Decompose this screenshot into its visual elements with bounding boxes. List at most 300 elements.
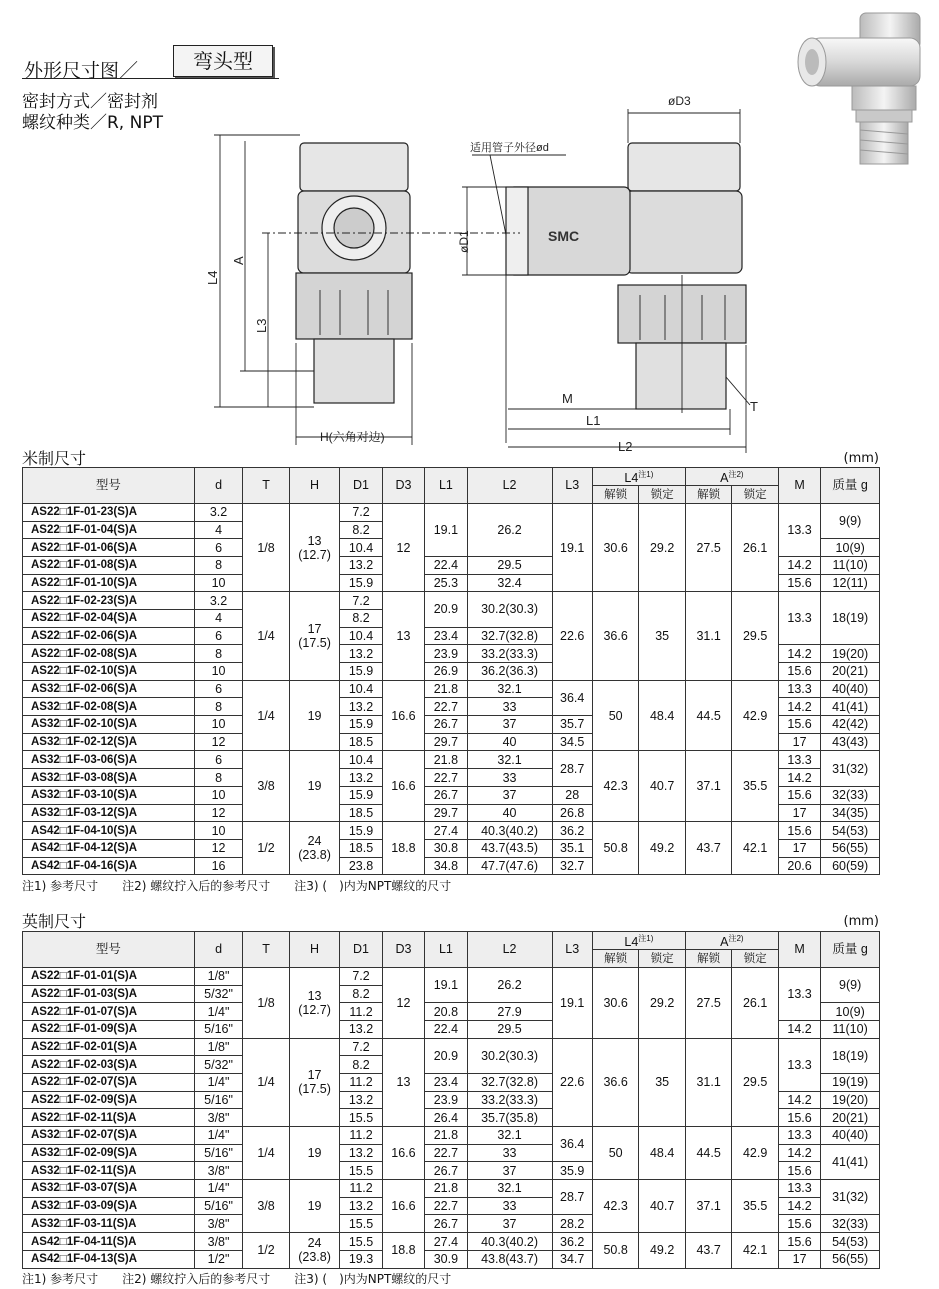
col-mass: 质量 g xyxy=(821,468,880,504)
value-cell: 15.5 xyxy=(340,1215,382,1233)
header-underline xyxy=(22,78,279,79)
model-cell: AS22□1F-01-10(S)A xyxy=(23,574,195,592)
value-cell: 37 xyxy=(467,1162,552,1180)
value-cell: 5/32" xyxy=(194,985,243,1003)
value-cell: 22.7 xyxy=(425,1197,467,1215)
value-cell: 18.5 xyxy=(340,839,382,857)
value-cell: 13.2 xyxy=(340,1144,382,1162)
label-m: M xyxy=(562,391,573,406)
value-cell: 35.5 xyxy=(732,751,778,822)
value-cell: 5/16" xyxy=(194,1144,243,1162)
value-cell: 12 xyxy=(194,804,243,822)
value-cell: 13 (12.7) xyxy=(289,503,340,591)
value-cell: 30.2(30.3) xyxy=(467,592,552,627)
table-row xyxy=(23,1180,880,1198)
value-cell: 26.8 xyxy=(552,804,592,822)
value-cell: 32.7(32.8) xyxy=(467,1073,552,1091)
value-cell: 33.2(33.3) xyxy=(467,645,552,663)
model-cell: AS22□1F-01-03(S)A xyxy=(23,985,195,1003)
value-cell: 1/4 xyxy=(243,680,289,751)
value-cell: 13.3 xyxy=(778,1180,820,1198)
col-l4-note: 注1) xyxy=(638,934,654,943)
seal-line-1: 密封方式／密封剂 xyxy=(22,92,158,112)
model-cell: AS32□1F-03-09(S)A xyxy=(23,1197,195,1215)
value-cell: 29.5 xyxy=(467,1020,552,1038)
model-cell: AS22□1F-02-01(S)A xyxy=(23,1038,195,1056)
value-cell: 35.1 xyxy=(552,839,592,857)
table-row xyxy=(23,967,880,985)
value-cell: 20.9 xyxy=(425,592,467,627)
value-cell: 32.4 xyxy=(467,574,552,592)
value-cell: 21.8 xyxy=(425,1127,467,1145)
value-cell: 22.7 xyxy=(425,1144,467,1162)
value-cell: 8 xyxy=(194,769,243,787)
value-cell: 20.9 xyxy=(425,1038,467,1073)
value-cell: 9(9) xyxy=(821,503,880,538)
value-cell: 1/4 xyxy=(243,1127,289,1180)
model-cell: AS22□1F-02-11(S)A xyxy=(23,1109,195,1127)
model-cell: AS32□1F-02-06(S)A xyxy=(23,680,195,698)
value-cell: 8 xyxy=(194,556,243,574)
value-cell: 17 (17.5) xyxy=(289,592,340,680)
value-cell: 16 xyxy=(194,857,243,875)
value-cell: 13.2 xyxy=(340,556,382,574)
value-cell: 15.6 xyxy=(778,1162,820,1180)
value-cell: 13.3 xyxy=(778,1038,820,1091)
value-cell: 16.6 xyxy=(382,1180,424,1233)
value-cell: 5/16" xyxy=(194,1091,243,1109)
model-cell: AS32□1F-02-10(S)A xyxy=(23,716,195,734)
value-cell: 13.3 xyxy=(778,967,820,1020)
value-cell: 32(33) xyxy=(821,786,880,804)
value-cell: 27.4 xyxy=(425,1233,467,1251)
value-cell: 19 xyxy=(289,680,340,751)
value-cell: 18.8 xyxy=(382,822,424,875)
value-cell: 40.3(40.2) xyxy=(467,1233,552,1251)
value-cell: 13.2 xyxy=(340,1020,382,1038)
value-cell: 40(40) xyxy=(821,680,880,698)
value-cell: 19 xyxy=(289,1127,340,1180)
col-a-label: A xyxy=(720,935,729,950)
value-cell: 18(19) xyxy=(821,1038,880,1073)
col-l3: L3 xyxy=(552,468,592,504)
value-cell: 1/2" xyxy=(194,1250,243,1268)
value-cell: 1/4" xyxy=(194,1003,243,1021)
value-cell: 10 xyxy=(194,574,243,592)
value-cell: 27.9 xyxy=(467,1003,552,1021)
metric-unit: (mm) xyxy=(843,451,879,466)
value-cell: 10.4 xyxy=(340,539,382,557)
label-l3: L3 xyxy=(254,318,269,333)
value-cell: 21.8 xyxy=(425,751,467,769)
value-cell: 26.4 xyxy=(425,1109,467,1127)
value-cell: 43.7 xyxy=(685,1233,731,1268)
model-cell: AS42□1F-04-11(S)A xyxy=(23,1233,195,1251)
value-cell: 10 xyxy=(194,663,243,681)
metric-title: 米制尺寸 xyxy=(22,449,87,468)
value-cell: 54(53) xyxy=(821,822,880,840)
value-cell: 48.4 xyxy=(639,680,685,751)
label-d1: øD1 xyxy=(457,230,471,253)
value-cell: 4 xyxy=(194,521,243,539)
col-l4-unlock: 解锁 xyxy=(592,950,638,968)
value-cell: 8 xyxy=(194,698,243,716)
value-cell: 6 xyxy=(194,680,243,698)
smc-logo: SMC xyxy=(548,228,580,244)
value-cell: 19 xyxy=(289,1180,340,1233)
value-cell: 13.2 xyxy=(340,1197,382,1215)
model-cell: AS22□1F-01-07(S)A xyxy=(23,1003,195,1021)
value-cell: 28.7 xyxy=(552,1180,592,1215)
value-cell: 26.7 xyxy=(425,1215,467,1233)
value-cell: 1/4" xyxy=(194,1180,243,1198)
col-l4-lock: 锁定 xyxy=(639,486,685,504)
value-cell: 1/8 xyxy=(243,503,289,591)
value-cell: 13 xyxy=(382,1038,424,1126)
value-cell: 19(19) xyxy=(821,1073,880,1091)
value-cell: 1/8 xyxy=(243,967,289,1038)
value-cell: 40(40) xyxy=(821,1127,880,1145)
value-cell: 13.2 xyxy=(340,769,382,787)
value-cell: 29.5 xyxy=(467,556,552,574)
value-cell: 14.2 xyxy=(778,769,820,787)
value-cell: 1/8" xyxy=(194,967,243,985)
model-cell: AS22□1F-02-08(S)A xyxy=(23,645,195,663)
value-cell: 54(53) xyxy=(821,1233,880,1251)
value-cell: 12(11) xyxy=(821,574,880,592)
value-cell: 13.3 xyxy=(778,751,820,769)
value-cell: 20.6 xyxy=(778,857,820,875)
value-cell: 26.1 xyxy=(732,967,778,1038)
table-row xyxy=(23,1038,880,1056)
col-d3: D3 xyxy=(382,468,424,504)
value-cell: 13.3 xyxy=(778,503,820,556)
value-cell: 42.1 xyxy=(732,1233,778,1268)
value-cell: 18.5 xyxy=(340,733,382,751)
value-cell: 33 xyxy=(467,769,552,787)
value-cell: 3/8 xyxy=(243,1180,289,1233)
value-cell: 10 xyxy=(194,716,243,734)
label-a: A xyxy=(231,256,246,265)
model-cell: AS22□1F-02-10(S)A xyxy=(23,663,195,681)
value-cell: 26.2 xyxy=(467,503,552,556)
inch-note: 注1) 参考尺寸 注2) 螺纹拧入后的参考尺寸 注3) ( )内为NPT螺纹的尺寸 xyxy=(22,1272,452,1286)
label-l2: L2 xyxy=(618,439,633,453)
value-cell: 33 xyxy=(467,1144,552,1162)
value-cell: 17 xyxy=(778,839,820,857)
value-cell: 44.5 xyxy=(685,1127,731,1180)
value-cell: 50 xyxy=(592,1127,638,1180)
value-cell: 17 xyxy=(778,1250,820,1268)
value-cell: 26.7 xyxy=(425,786,467,804)
label-tube: 适用管子外径ød xyxy=(470,142,549,154)
col-l1: L1 xyxy=(425,468,467,504)
value-cell: 36.2 xyxy=(552,1233,592,1251)
type-badge: 弯头型 xyxy=(173,45,273,77)
value-cell: 5/32" xyxy=(194,1056,243,1074)
value-cell: 10.4 xyxy=(340,751,382,769)
col-l4-unlock: 解锁 xyxy=(592,486,638,504)
model-cell: AS32□1F-03-10(S)A xyxy=(23,786,195,804)
value-cell: 13.3 xyxy=(778,680,820,698)
col-l4-label: L4 xyxy=(624,935,639,950)
value-cell: 19.1 xyxy=(425,967,467,1002)
col-a-label: A xyxy=(720,471,729,486)
value-cell: 31(32) xyxy=(821,751,880,786)
value-cell: 1/4" xyxy=(194,1073,243,1091)
value-cell: 40.7 xyxy=(639,1180,685,1233)
value-cell: 1/4 xyxy=(243,1038,289,1126)
value-cell: 24 (23.8) xyxy=(289,822,340,875)
value-cell: 32.1 xyxy=(467,680,552,698)
value-cell: 15.9 xyxy=(340,786,382,804)
value-cell: 12 xyxy=(194,733,243,751)
value-cell: 29.7 xyxy=(425,733,467,751)
label-l4: L4 xyxy=(205,270,220,285)
value-cell: 19 xyxy=(289,751,340,822)
model-cell: AS32□1F-03-06(S)A xyxy=(23,751,195,769)
value-cell: 16.6 xyxy=(382,680,424,751)
value-cell: 7.2 xyxy=(340,503,382,521)
value-cell: 8.2 xyxy=(340,985,382,1003)
value-cell: 31.1 xyxy=(685,1038,731,1126)
value-cell: 13.2 xyxy=(340,698,382,716)
value-cell: 50.8 xyxy=(592,1233,638,1268)
value-cell: 29.5 xyxy=(732,592,778,680)
value-cell: 22.6 xyxy=(552,1038,592,1126)
value-cell: 60(59) xyxy=(821,857,880,875)
value-cell: 12 xyxy=(194,839,243,857)
value-cell: 28.7 xyxy=(552,751,592,786)
value-cell: 10 xyxy=(194,822,243,840)
value-cell: 23.4 xyxy=(425,627,467,645)
model-cell: AS42□1F-04-16(S)A xyxy=(23,857,195,875)
value-cell: 32(33) xyxy=(821,1215,880,1233)
value-cell: 11.2 xyxy=(340,1127,382,1145)
table-row xyxy=(23,680,880,698)
value-cell: 14.2 xyxy=(778,698,820,716)
value-cell: 43(43) xyxy=(821,733,880,751)
value-cell: 30.8 xyxy=(425,839,467,857)
col-a-unlock: 解锁 xyxy=(685,486,731,504)
value-cell: 13.3 xyxy=(778,592,820,645)
value-cell: 32.7 xyxy=(552,857,592,875)
value-cell: 15.6 xyxy=(778,574,820,592)
model-cell: AS42□1F-04-13(S)A xyxy=(23,1250,195,1268)
value-cell: 13.2 xyxy=(340,1091,382,1109)
value-cell: 4 xyxy=(194,609,243,627)
model-cell: AS22□1F-01-06(S)A xyxy=(23,539,195,557)
col-l2: L2 xyxy=(467,468,552,504)
value-cell: 6 xyxy=(194,751,243,769)
value-cell: 35 xyxy=(639,592,685,680)
col-a-lock: 锁定 xyxy=(732,950,778,968)
value-cell: 15.6 xyxy=(778,1215,820,1233)
value-cell: 5/16" xyxy=(194,1020,243,1038)
value-cell: 37 xyxy=(467,716,552,734)
value-cell: 36.4 xyxy=(552,1127,592,1162)
value-cell: 23.9 xyxy=(425,1091,467,1109)
value-cell: 43.8(43.7) xyxy=(467,1250,552,1268)
table-row xyxy=(23,592,880,610)
model-cell: AS22□1F-02-09(S)A xyxy=(23,1091,195,1109)
col-m: M xyxy=(778,468,820,504)
value-cell: 27.5 xyxy=(685,967,731,1038)
model-cell: AS22□1F-02-07(S)A xyxy=(23,1073,195,1091)
value-cell: 3/8" xyxy=(194,1162,243,1180)
col-d: d xyxy=(194,468,243,504)
col-h: H xyxy=(289,468,340,504)
value-cell: 29.2 xyxy=(639,967,685,1038)
value-cell: 18.8 xyxy=(382,1233,424,1268)
model-cell: AS22□1F-02-23(S)A xyxy=(23,592,195,610)
value-cell: 29.7 xyxy=(425,804,467,822)
table-row xyxy=(23,1127,880,1145)
value-cell: 19.3 xyxy=(340,1250,382,1268)
model-cell: AS22□1F-01-09(S)A xyxy=(23,1020,195,1038)
value-cell: 3/8" xyxy=(194,1233,243,1251)
value-cell: 8.2 xyxy=(340,521,382,539)
value-cell: 15.6 xyxy=(778,1233,820,1251)
value-cell: 34.8 xyxy=(425,857,467,875)
col-t: T xyxy=(243,468,289,504)
col-model: 型号 xyxy=(23,468,195,504)
value-cell: 26.9 xyxy=(425,663,467,681)
value-cell: 15.6 xyxy=(778,786,820,804)
col-a xyxy=(685,468,778,486)
label-t: T xyxy=(750,399,758,414)
value-cell: 56(55) xyxy=(821,839,880,857)
value-cell: 8.2 xyxy=(340,609,382,627)
value-cell: 3/8" xyxy=(194,1109,243,1127)
value-cell: 37.1 xyxy=(685,751,731,822)
label-l1: L1 xyxy=(586,413,601,428)
value-cell: 12 xyxy=(382,967,424,1038)
table-row xyxy=(23,751,880,769)
value-cell: 19.1 xyxy=(552,503,592,591)
col-a-lock: 锁定 xyxy=(732,486,778,504)
value-cell: 11.2 xyxy=(340,1180,382,1198)
value-cell: 15.6 xyxy=(778,663,820,681)
model-cell: AS32□1F-03-11(S)A xyxy=(23,1215,195,1233)
col-l4-label: L4 xyxy=(624,471,639,486)
value-cell: 36.2(36.3) xyxy=(467,663,552,681)
value-cell: 49.2 xyxy=(639,1233,685,1268)
value-cell: 13.2 xyxy=(340,645,382,663)
value-cell: 14.2 xyxy=(778,1020,820,1038)
value-cell: 10.4 xyxy=(340,680,382,698)
value-cell: 35 xyxy=(639,1038,685,1126)
value-cell: 29.5 xyxy=(732,1038,778,1126)
col-l4-note: 注1) xyxy=(638,470,654,479)
value-cell: 17 xyxy=(778,733,820,751)
col-d3: D3 xyxy=(382,932,424,968)
col-a-note: 注2) xyxy=(728,934,744,943)
value-cell: 3/8 xyxy=(243,751,289,822)
value-cell: 23.8 xyxy=(340,857,382,875)
model-cell: AS42□1F-04-10(S)A xyxy=(23,822,195,840)
metric-table xyxy=(22,467,880,875)
col-mass: 质量 g xyxy=(821,932,880,968)
value-cell: 50 xyxy=(592,680,638,751)
col-l1: L1 xyxy=(425,932,467,968)
value-cell: 34.7 xyxy=(552,1250,592,1268)
model-cell: AS22□1F-01-08(S)A xyxy=(23,556,195,574)
value-cell: 35.9 xyxy=(552,1162,592,1180)
value-cell: 30.6 xyxy=(592,503,638,591)
value-cell: 31.1 xyxy=(685,592,731,680)
col-l4 xyxy=(592,932,685,950)
value-cell: 10.4 xyxy=(340,627,382,645)
model-cell: AS22□1F-02-06(S)A xyxy=(23,627,195,645)
value-cell: 8 xyxy=(194,645,243,663)
model-cell: AS22□1F-01-23(S)A xyxy=(23,503,195,521)
value-cell: 33.2(33.3) xyxy=(467,1091,552,1109)
value-cell: 27.5 xyxy=(685,503,731,591)
value-cell: 32.1 xyxy=(467,1180,552,1198)
value-cell: 10 xyxy=(194,786,243,804)
col-l4 xyxy=(592,468,685,486)
value-cell: 30.6 xyxy=(592,967,638,1038)
value-cell: 42(42) xyxy=(821,716,880,734)
label-h: H(六角对边) xyxy=(320,430,385,444)
value-cell: 26.2 xyxy=(467,967,552,1002)
model-cell: AS32□1F-02-07(S)A xyxy=(23,1127,195,1145)
value-cell: 1/4 xyxy=(243,592,289,680)
value-cell: 42.1 xyxy=(732,822,778,875)
value-cell: 26.7 xyxy=(425,1162,467,1180)
seal-info xyxy=(22,92,163,134)
model-cell: AS32□1F-03-08(S)A xyxy=(23,769,195,787)
value-cell: 5/16" xyxy=(194,1197,243,1215)
table-row xyxy=(23,1233,880,1251)
value-cell: 22.4 xyxy=(425,1020,467,1038)
value-cell: 56(55) xyxy=(821,1250,880,1268)
value-cell: 36.6 xyxy=(592,592,638,680)
table-row xyxy=(23,822,880,840)
product-photo xyxy=(790,8,936,168)
col-d: d xyxy=(194,932,243,968)
value-cell: 15.9 xyxy=(340,716,382,734)
col-l2: L2 xyxy=(467,932,552,968)
value-cell: 1/4" xyxy=(194,1127,243,1145)
value-cell: 42.3 xyxy=(592,751,638,822)
value-cell: 26.7 xyxy=(425,716,467,734)
value-cell: 13.3 xyxy=(778,1127,820,1145)
value-cell: 23.9 xyxy=(425,645,467,663)
value-cell: 41(41) xyxy=(821,1144,880,1179)
page-header xyxy=(22,40,912,80)
value-cell: 48.4 xyxy=(639,1127,685,1180)
label-d3: øD3 xyxy=(668,95,691,108)
value-cell: 43.7 xyxy=(685,822,731,875)
value-cell: 25.3 xyxy=(425,574,467,592)
value-cell: 16.6 xyxy=(382,751,424,822)
value-cell: 33 xyxy=(467,698,552,716)
value-cell: 29.2 xyxy=(639,503,685,591)
value-cell: 1/8" xyxy=(194,1038,243,1056)
value-cell: 26.1 xyxy=(732,503,778,591)
value-cell: 40.3(40.2) xyxy=(467,822,552,840)
value-cell: 42.3 xyxy=(592,1180,638,1233)
col-m: M xyxy=(778,932,820,968)
value-cell: 19(20) xyxy=(821,645,880,663)
model-cell: AS32□1F-03-12(S)A xyxy=(23,804,195,822)
value-cell: 30.2(30.3) xyxy=(467,1038,552,1073)
value-cell: 7.2 xyxy=(340,592,382,610)
value-cell: 3/8" xyxy=(194,1215,243,1233)
value-cell: 19.1 xyxy=(425,503,467,556)
